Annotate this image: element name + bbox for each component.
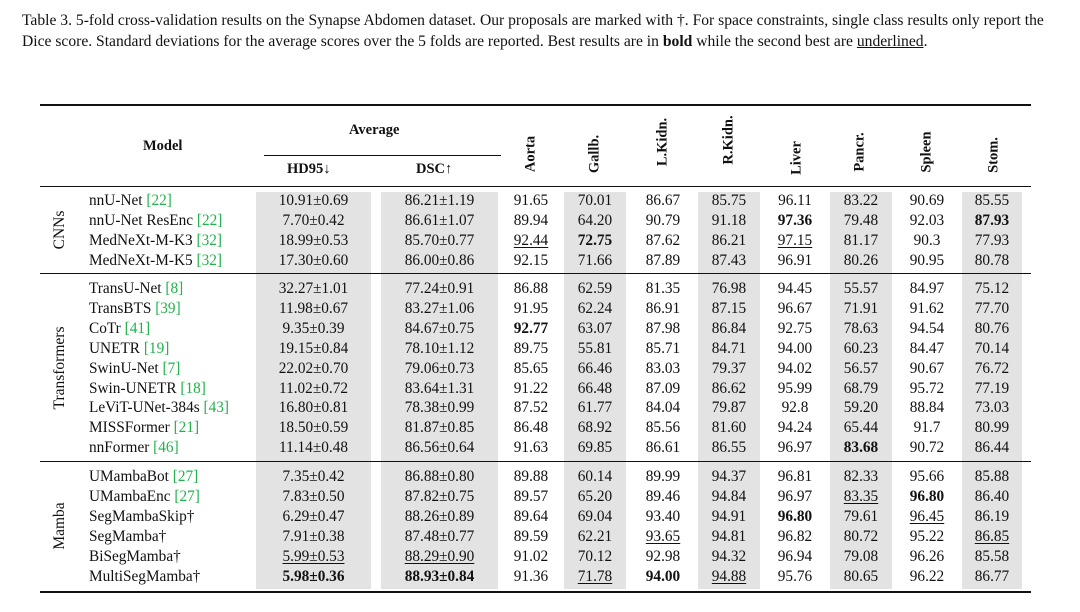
table-caption [22,11,1062,52]
value-cell: 79.61 [843,507,879,525]
value-cell: 89.75 [513,339,549,357]
model-name-cell [89,279,183,299]
caption-text-suffix: . [923,32,928,50]
model-name-cell [89,418,199,438]
dsc-header: DSC↑ [416,161,453,177]
value-cell: 89.99 [645,468,681,485]
value-cell: 66.48 [577,379,613,397]
value-cell: 81.35 [645,280,681,297]
value-cell: 87.98 [645,319,681,337]
model-name-cell [89,398,229,418]
value-cell: 56.57 [843,359,879,377]
value-cell: 71.66 [577,251,613,269]
value-cell: 87.93 [974,211,1010,229]
value-cell: 62.21 [577,527,613,545]
model-name: SegMamba† [89,527,167,545]
value-cell: 71.91 [843,299,879,317]
header-rule [40,186,1031,187]
hd95-header: HD95↓ [287,161,331,177]
value-cell: 16.80±0.81 [278,399,349,417]
table-row [0,398,1080,418]
model-name-cell [89,507,194,527]
value-cell: 90.95 [909,251,945,269]
model-name-cell [89,359,180,379]
model-name-cell [89,527,166,547]
value-cell: 11.14±0.48 [278,439,348,457]
value-cell: 91.02 [513,547,549,565]
value-cell: 85.70±0.77 [404,231,475,249]
value-cell: 68.79 [843,379,879,397]
value-cell: 89.59 [513,527,549,545]
value-cell: 10.91±0.69 [278,192,349,209]
value-cell: 7.35±0.42 [282,468,345,485]
table-row [0,339,1080,359]
value-cell: 97.36 [777,211,813,229]
caption-bold-word: bold [662,32,693,50]
value-cell: 17.30±0.60 [278,251,349,269]
value-cell: 89.94 [513,211,549,229]
citation-link[interactable]: [7] [162,359,181,377]
value-cell: 95.22 [909,527,945,545]
value-cell: 96.45 [909,507,945,525]
group-rule-1 [40,273,1031,274]
value-cell: 94.81 [711,527,747,545]
value-cell: 94.37 [711,468,747,485]
model-name-cell [89,211,222,231]
organ-header-gallb: Gallb. [586,134,603,174]
citation-link[interactable]: [8] [165,280,184,297]
value-cell: 83.03 [645,359,681,377]
value-cell: 91.36 [513,567,549,585]
model-name-cell [89,438,179,458]
value-cell: 80.65 [843,567,879,585]
model-name: CoTr [89,319,121,337]
organ-header-liver: Liver [788,141,805,175]
value-cell: 90.67 [909,359,945,377]
model-name: MISSFormer [89,419,170,437]
value-cell: 94.88 [711,567,747,585]
table-row [0,467,1080,487]
value-cell: 93.40 [645,507,681,525]
value-cell: 78.63 [843,319,879,337]
citation-link[interactable]: [22] [146,192,172,209]
value-cell: 70.14 [974,339,1010,357]
value-cell: 92.15 [513,251,549,269]
table-row [0,359,1080,379]
value-cell: 81.87±0.85 [404,419,475,437]
value-cell: 19.15±0.84 [278,339,349,357]
model-name: LeViT-UNet-384s [89,399,200,417]
value-cell: 86.67 [645,192,681,209]
model-name-cell [89,299,181,319]
value-cell: 86.85 [974,527,1010,545]
value-cell: 80.76 [974,319,1010,337]
value-cell: 87.09 [645,379,681,397]
caption-text: Table 3. 5-fold cross-validation results on the Synapse Abdomen dataset. Our proposals are marked with †. For space constraints, single class results only report the Dice score. Standard deviations for the average scores over the 5 folds are reported. Best results are in [22,12,1044,50]
value-cell: 86.84 [711,319,747,337]
value-cell: 32.27±1.01 [278,280,349,297]
value-cell: 5.98±0.36 [282,567,345,585]
value-cell: 62.59 [577,280,613,297]
value-cell: 85.88 [974,468,1010,485]
table-row [0,507,1080,527]
value-cell: 87.15 [711,299,747,317]
value-cell: 95.99 [777,379,813,397]
value-cell: 77.24±0.91 [404,280,475,297]
value-cell: 85.75 [711,192,747,209]
value-cell: 95.66 [909,468,945,485]
value-cell: 80.26 [843,251,879,269]
model-name-cell [89,251,222,271]
model-name: UMambaBot [89,468,169,485]
model-name-cell [89,547,181,567]
value-cell: 96.26 [909,547,945,565]
value-cell: 68.92 [577,419,613,437]
value-cell: 84.47 [909,339,945,357]
value-cell: 94.32 [711,547,747,565]
value-cell: 77.93 [974,231,1010,249]
value-cell: 85.56 [645,419,681,437]
value-cell: 95.72 [909,379,945,397]
value-cell: 70.12 [577,547,613,565]
organ-header-lkidn: L.Kidn. [654,117,671,167]
group-label-transformers: Transformers [51,326,68,410]
caption-text-middle: while the second best are [692,32,857,50]
value-cell: 86.62 [711,379,747,397]
citation-link[interactable]: [41] [124,319,151,337]
value-cell: 81.17 [843,231,879,249]
value-cell: 86.40 [974,487,1010,505]
value-cell: 60.14 [577,468,613,485]
value-cell: 66.46 [577,359,613,377]
value-cell: 94.45 [777,280,813,297]
value-cell: 80.99 [974,419,1010,437]
organ-header-aorta: Aorta [522,135,539,173]
value-cell: 94.84 [711,487,747,505]
value-cell: 85.58 [974,547,1010,565]
value-cell: 86.19 [974,507,1010,525]
value-cell: 96.94 [777,547,813,565]
value-cell: 55.57 [843,280,879,297]
value-cell: 92.98 [645,547,681,565]
value-cell: 86.61 [645,439,681,457]
value-cell: 79.37 [711,359,747,377]
value-cell: 87.82±0.75 [404,487,475,505]
group-label-mamba: Mamba [51,502,68,550]
citation-link[interactable]: [19] [143,339,170,357]
model-name: UMambaEnc [89,487,171,505]
table-row [0,487,1080,507]
model-name: BiSegMamba† [89,547,181,565]
value-cell: 87.62 [645,231,681,249]
value-cell: 83.68 [843,439,879,457]
value-cell: 92.75 [777,319,813,337]
top-rule [40,104,1031,106]
value-cell: 87.43 [711,251,747,269]
table-row [0,527,1080,547]
value-cell: 69.04 [577,507,613,525]
value-cell: 96.81 [777,468,813,485]
model-name-cell [89,487,200,507]
value-cell: 91.7 [913,419,941,437]
value-cell: 91.22 [513,379,549,397]
model-name: nnFormer [89,439,150,457]
citation-link[interactable]: [18] [180,379,206,397]
value-cell: 86.21±1.19 [404,192,475,209]
model-name: MedNeXt-M-K3 [89,231,193,249]
value-cell: 11.98±0.67 [278,299,348,317]
value-cell: 11.02±0.72 [278,379,348,397]
value-cell: 84.67±0.75 [404,319,475,337]
value-cell: 90.79 [645,211,681,229]
value-cell: 5.99±0.53 [282,547,345,565]
value-cell: 76.98 [711,280,747,297]
value-cell: 83.22 [843,192,879,209]
value-cell: 96.11 [778,192,812,209]
value-cell: 85.65 [513,359,549,377]
table-row [0,418,1080,438]
value-cell: 92.03 [909,211,945,229]
bottom-rule [40,591,1031,593]
value-cell: 97.15 [777,231,813,249]
value-cell: 79.06±0.73 [404,359,475,377]
table-row [0,251,1080,271]
value-cell: 79.87 [711,399,747,417]
value-cell: 86.00±0.86 [404,251,475,269]
value-cell: 91.95 [513,299,549,317]
value-cell: 86.55 [711,439,747,457]
value-cell: 7.70±0.42 [282,211,345,229]
organ-header-rkidn: R.Kidn. [720,115,737,165]
value-cell: 71.78 [577,567,613,585]
model-name: Swin-UNETR [89,379,177,397]
organ-header-stom: Stom. [985,137,1002,173]
table-row [0,279,1080,299]
value-cell: 9.35±0.39 [282,319,345,337]
model-name: MedNeXt-M-K5 [89,251,193,269]
value-cell: 89.64 [513,507,549,525]
value-cell: 61.77 [577,399,613,417]
model-name-cell [89,567,200,587]
value-cell: 85.55 [974,192,1010,209]
model-name: TransBTS [89,299,152,317]
value-cell: 87.52 [513,399,549,417]
value-cell: 76.72 [974,359,1010,377]
value-cell: 64.20 [577,211,613,229]
value-cell: 65.44 [843,419,879,437]
value-cell: 89.88 [513,468,549,485]
group-label-cnns: CNNs [51,210,68,250]
value-cell: 86.44 [974,439,1010,457]
value-cell: 94.54 [909,319,945,337]
value-cell: 69.85 [577,439,613,457]
value-cell: 77.70 [974,299,1010,317]
value-cell: 78.38±0.99 [404,399,475,417]
value-cell: 88.84 [909,399,945,417]
table-row [0,319,1080,339]
value-cell: 87.89 [645,251,681,269]
value-cell: 88.26±0.89 [404,507,475,525]
model-header: Model [143,138,183,154]
value-cell: 86.88 [513,280,549,297]
model-name-cell [89,191,172,211]
value-cell: 60.23 [843,339,879,357]
value-cell: 96.91 [777,251,813,269]
value-cell: 96.22 [909,567,945,585]
citation-link[interactable]: [32] [196,251,222,269]
model-name-cell [89,339,169,359]
value-cell: 87.48±0.77 [404,527,475,545]
citation-link[interactable]: [43] [203,399,229,417]
citation-link[interactable]: [22] [196,211,223,229]
value-cell: 90.69 [909,192,945,209]
caption-underlined-word: underlined [856,32,924,50]
model-name: SwinU-Net [89,359,159,377]
value-cell: 81.60 [711,419,747,437]
value-cell: 91.63 [513,439,549,457]
value-cell: 86.48 [513,419,549,437]
value-cell: 88.29±0.90 [404,547,475,565]
value-cell: 91.62 [909,299,945,317]
value-cell: 86.56±0.64 [404,439,475,457]
model-name-cell [89,319,150,339]
value-cell: 91.18 [711,211,747,229]
citation-link[interactable]: [46] [153,439,179,457]
value-cell: 75.12 [974,280,1010,297]
table-row [0,191,1080,211]
value-cell: 90.3 [913,231,941,249]
value-cell: 80.72 [843,527,879,545]
value-cell: 91.65 [513,192,549,209]
model-name-cell [89,231,222,251]
table-row [0,547,1080,567]
value-cell: 65.20 [577,487,613,505]
value-cell: 84.97 [909,280,945,297]
value-cell: 82.33 [843,468,879,485]
value-cell: 6.29±0.47 [282,507,345,525]
value-cell: 89.46 [645,487,681,505]
value-cell: 18.50±0.59 [278,419,349,437]
value-cell: 92.44 [513,231,549,249]
table-row [0,379,1080,399]
value-cell: 86.61±1.07 [404,211,475,229]
value-cell: 96.82 [777,527,813,545]
value-cell: 59.20 [843,399,879,417]
value-cell: 92.8 [781,399,809,417]
value-cell: 86.88±0.80 [404,468,475,485]
model-name: nnU-Net [89,192,143,209]
citation-link[interactable]: [27] [172,468,199,485]
citation-link[interactable]: [27] [174,487,200,505]
value-cell: 86.21 [711,231,747,249]
organ-header-spleen: Spleen [918,131,935,173]
value-cell: 94.24 [777,419,813,437]
table-row [0,299,1080,319]
value-cell: 78.10±1.12 [404,339,475,357]
value-cell: 83.35 [843,487,879,505]
model-name: MultiSegMamba† [89,567,201,585]
value-cell: 70.01 [577,192,613,209]
model-name: UNETR [89,339,140,357]
value-cell: 95.76 [777,567,813,585]
citation-link[interactable]: [32] [196,231,222,249]
value-cell: 80.78 [974,251,1010,269]
value-cell: 92.77 [513,319,549,337]
value-cell: 88.93±0.84 [404,567,475,585]
citation-link[interactable]: [39] [155,299,181,317]
value-cell: 79.08 [843,547,879,565]
value-cell: 84.71 [711,339,747,357]
value-cell: 83.64±1.31 [404,379,475,397]
table-row [0,231,1080,251]
model-name: nnU-Net ResEnc [89,211,194,229]
group-rule-2 [40,461,1031,462]
organ-header-pancr: Pancr. [851,132,868,172]
table-row [0,567,1080,587]
value-cell: 84.04 [645,399,681,417]
value-cell: 96.80 [909,487,945,505]
value-cell: 86.91 [645,299,681,317]
value-cell: 83.27±1.06 [404,299,475,317]
average-subrule [264,155,501,156]
model-name-cell [89,379,206,399]
model-name-cell [89,467,198,487]
value-cell: 94.00 [777,339,813,357]
value-cell: 79.48 [843,211,879,229]
value-cell: 63.07 [577,319,613,337]
value-cell: 93.65 [645,527,681,545]
value-cell: 86.77 [974,567,1010,585]
table-row [0,211,1080,231]
value-cell: 22.02±0.70 [278,359,349,377]
value-cell: 96.80 [777,507,813,525]
value-cell: 96.97 [777,439,813,457]
value-cell: 94.00 [645,567,681,585]
value-cell: 55.81 [577,339,613,357]
average-header: Average [349,122,400,138]
value-cell: 89.57 [513,487,549,505]
table-row [0,438,1080,458]
value-cell: 96.97 [777,487,813,505]
value-cell: 96.67 [777,299,813,317]
value-cell: 62.24 [577,299,613,317]
value-cell: 7.83±0.50 [282,487,345,505]
value-cell: 72.75 [577,231,613,249]
value-cell: 90.72 [909,439,945,457]
model-name: TransU-Net [89,280,162,297]
value-cell: 94.91 [711,507,747,525]
value-cell: 77.19 [974,379,1010,397]
model-name: SegMambaSkip† [89,507,195,525]
value-cell: 94.02 [777,359,813,377]
citation-link[interactable]: [21] [173,419,200,437]
value-cell: 73.03 [974,399,1010,417]
value-cell: 85.71 [645,339,681,357]
value-cell: 18.99±0.53 [278,231,349,249]
value-cell: 7.91±0.38 [282,527,345,545]
